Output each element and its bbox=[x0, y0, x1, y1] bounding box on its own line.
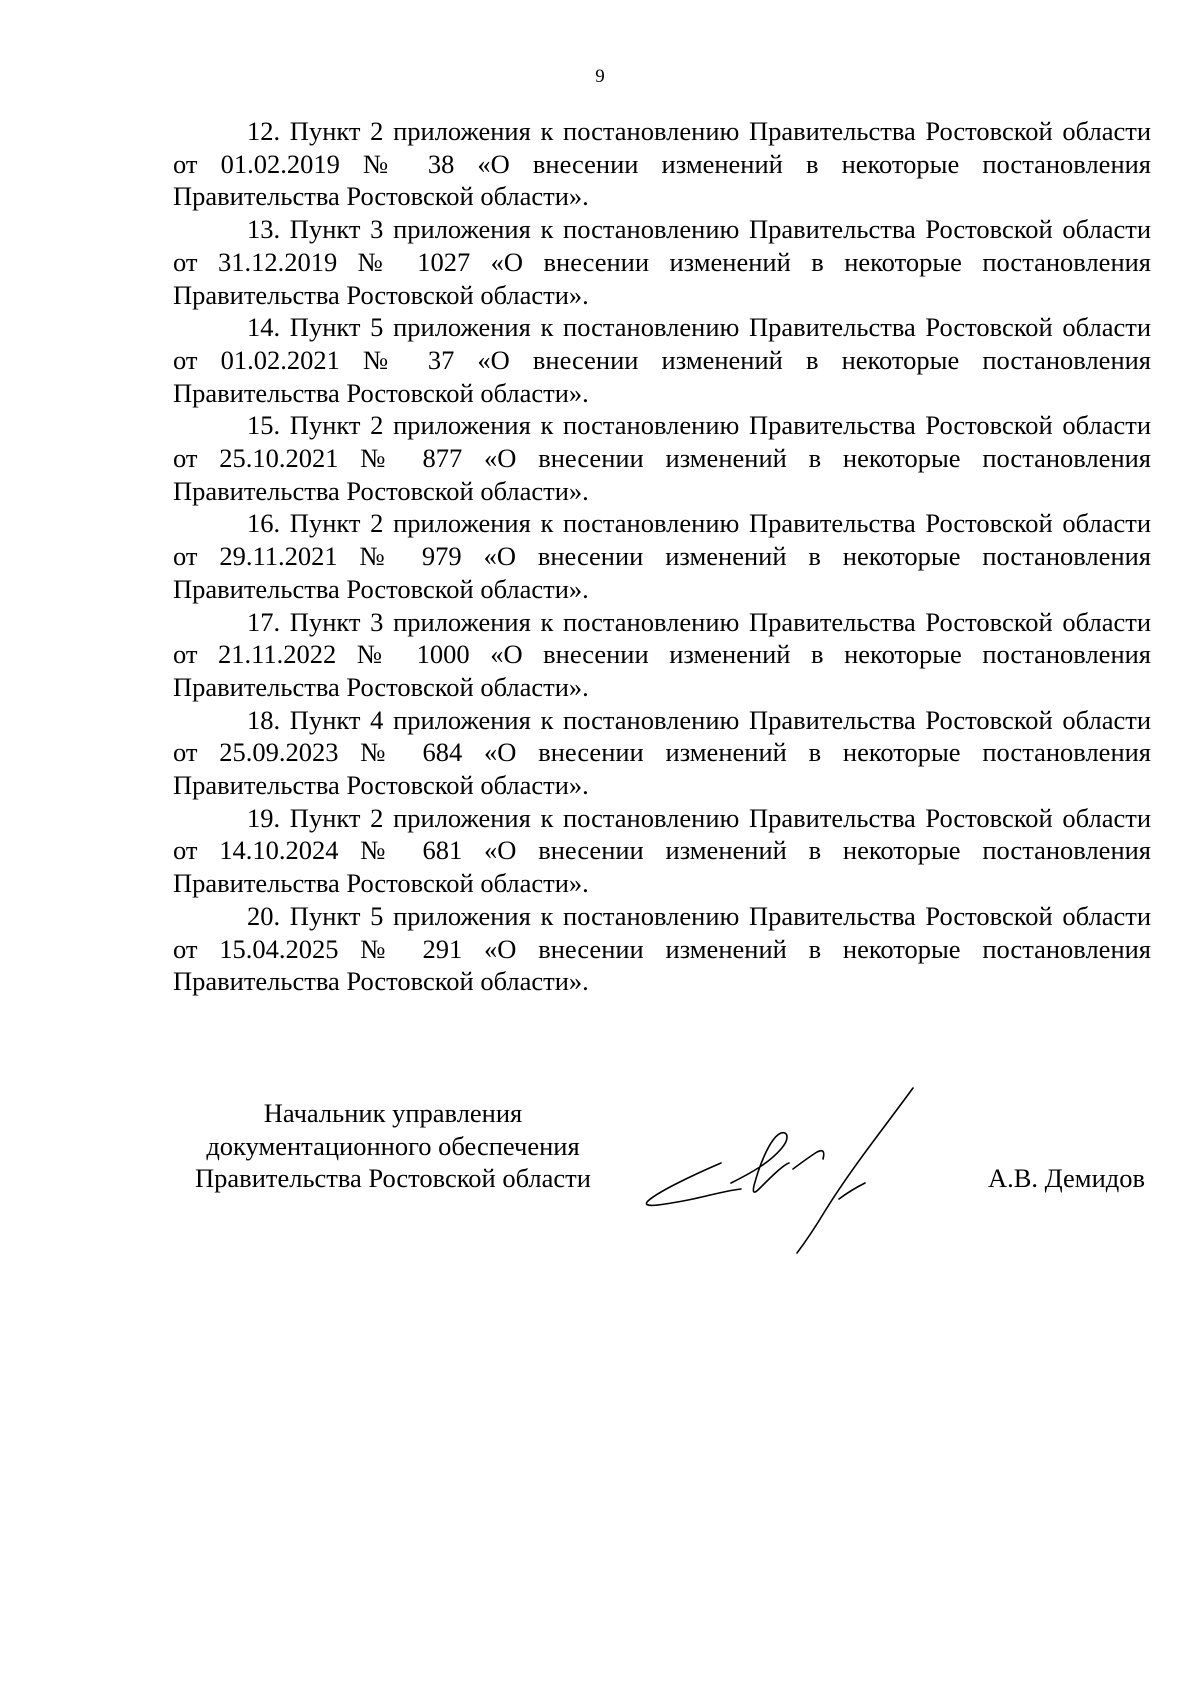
list-item: 14. Пункт 5 приложения к постановлению Правительства Ростовской области от 01.02.2021 № 37 «О внесении изменений в некоторые постановления Правительства Ростовской области». bbox=[173, 312, 1151, 408]
signer-position-line: Начальник управления bbox=[263, 1098, 523, 1128]
document-body bbox=[173, 115, 1151, 998]
list-item: 13. Пункт 3 приложения к постановлению Правительства Ростовской области от 31.12.2019 № 1027 «О внесении изменений в некоторые постановления Правительства Ростовской области». bbox=[173, 214, 1151, 310]
list-item: 18. Пункт 4 приложения к постановлению Правительства Ростовской области от 25.09.2023 № 684 «О внесении изменений в некоторые постановления Правительства Ростовской области». bbox=[173, 704, 1151, 801]
signer-position-line: документационного обеспечения bbox=[206, 1130, 580, 1161]
signer-name: А.В. Демидов bbox=[987, 1163, 1145, 1193]
page-number: 9 bbox=[595, 66, 605, 87]
list-item: 20. Пункт 5 приложения к постановлению Правительства Ростовской области от 15.04.2025 № 291 «О внесении изменений в некоторые постановления Правительства Ростовской области». bbox=[173, 900, 1151, 997]
signer-position bbox=[173, 1097, 613, 1195]
list-item: 19. Пункт 2 приложения к постановлению Правительства Ростовской области от 14.10.2024 № 681 «О внесении изменений в некоторые постановления Правительства Ростовской области». bbox=[173, 802, 1151, 899]
list-item: 12. Пункт 2 приложения к постановлению Правительства Ростовской области от 01.02.2019 № 38 «О внесении изменений в некоторые постановления Правительства Ростовской области». bbox=[173, 116, 1151, 212]
signer-position-line: Правительства Ростовской области bbox=[195, 1163, 591, 1193]
list-item: 15. Пункт 2 приложения к постановлению Правительства Ростовской области от 25.10.2021 № 877 «О внесении изменений в некоторые постановления Правительства Ростовской области». bbox=[173, 410, 1151, 506]
list-item: 17. Пункт 3 приложения к постановлению Правительства Ростовской области от 21.11.2022 № 1000 «О внесении изменений в некоторые постановления Правительства Ростовской области». bbox=[173, 606, 1151, 702]
handwritten-signature bbox=[643, 1085, 923, 1255]
list-item: 16. Пункт 2 приложения к постановлению Правительства Ростовской области от 29.11.2021 № 979 «О внесении изменений в некоторые постановления Правительства Ростовской области». bbox=[173, 508, 1151, 604]
signature-block bbox=[173, 1097, 1151, 1257]
